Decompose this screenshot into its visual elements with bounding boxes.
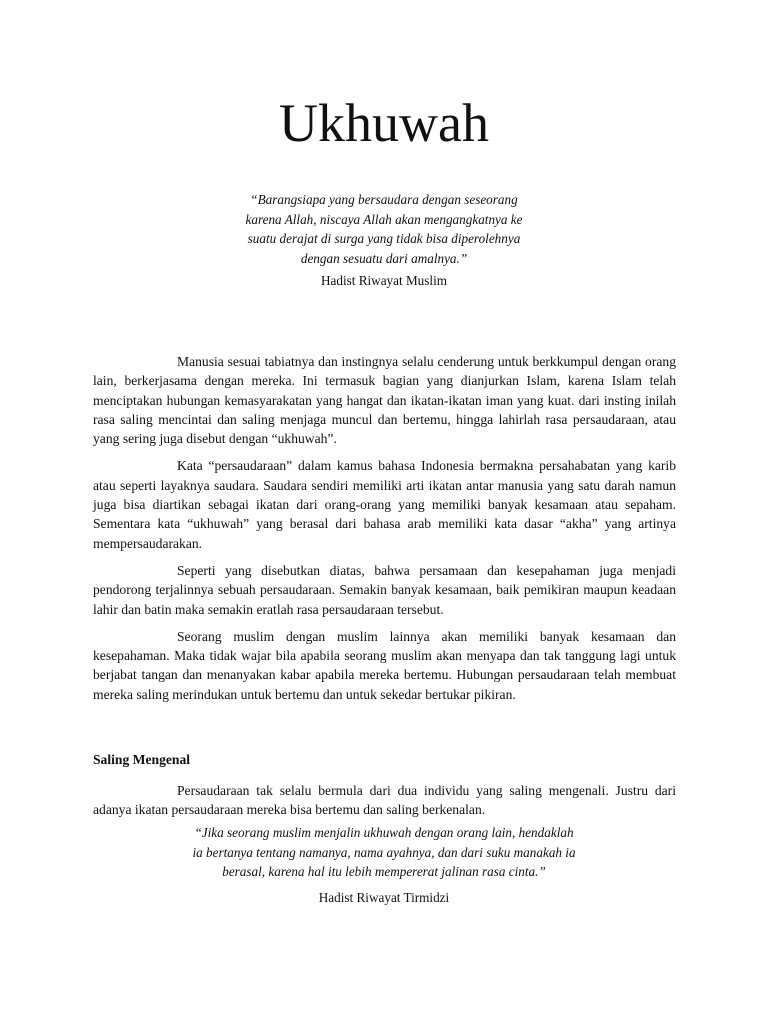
quote-source: Hadist Riwayat Muslim — [320, 273, 447, 288]
quote-line: berasal, karena hal itu lebih mempererat jalinan rasa cinta.” — [222, 864, 546, 879]
body-paragraph: Kata “persaudaraan” dalam kamus bahasa Indonesia bermakna persahabatan yang karib atau seperti layaknya saudara. Saudara sendiri memiliki arti ikatan antar manusia yang satu darah namun juga bisa diartikan sebagai ikatan dari orang-orang yang memiliki banyak kesamaan atau sepaham. Sementara kata “ukhuwah” yang berasal dari bahasa arab memiliki kata dasar “akha” yang artinya mempersaudarakan. — [93, 458, 676, 551]
quote-line: “Jika seorang muslim menjalin ukhuwah dengan orang lain, hendaklah — [194, 825, 574, 840]
section-heading: Saling Mengenal — [93, 752, 191, 767]
section-body — [93, 781, 676, 820]
body-paragraph: Seorang muslim dengan muslim lainnya akan memiliki banyak kesamaan dan kesepahaman. Maka tidak wajar bila apabila seorang muslim akan menyapa dan tak tanggung lagi untuk berjabat tangan dan menanyakan kabar apabila mereka bertemu. Hubungan persaudaraan telah membuat mereka saling merindukan untuk bertemu dan untuk sekedar bertukar pikiran. — [93, 628, 676, 702]
body-paragraph: Seperti yang disebutkan diatas, bahwa persamaan dan kesepahaman juga menjadi pendorong terjalinnya sebuah persaudaraan. Semakin banyak kesamaan, baik pemikiran maupun keadaan lahir dan batin maka semakin eratlah rasa persaudaraan tersebut. — [93, 562, 676, 617]
quote-source: Hadist Riwayat Tirmidzi — [318, 890, 450, 905]
quote-line: “Barangsiapa yang bersaudara dengan seseorang — [250, 192, 518, 207]
body-section — [93, 352, 676, 704]
document-title: Ukhuwah — [279, 93, 489, 153]
quote-line: dengan sesuatu dari amalnya.” — [300, 250, 468, 266]
quote-line: karena Allah, niscaya Allah akan mengangkatnya ke — [245, 211, 523, 227]
quote-line: suatu derajat di surga yang tidak bisa diperolehnya — [247, 231, 521, 246]
body-paragraph: Manusia sesuai tabiatnya dan instingnya selalu cenderung untuk berkkumpul dengan orang lain, berkerjasama dengan mereka. Ini termasuk bagian yang dianjurkan Islam, karena Islam telah menciptakan hubungan kemasyarakatan yang hangat dan ikatan-ikatan iman yang kuat. dari insting inilah rasa saling mencintai dan saling menjaga muncul dan bertemu, hingga lahirlah rasa persaudaraan, atau yang sering juga disebut dengan “ukhuwah”. — [93, 354, 676, 447]
body-paragraph: Persaudaraan tak selalu bermula dari dua individu yang saling mengenali. Justru dari adanya ikatan persaudaraan mereka bisa bertemu dan saling berkenalan. — [93, 783, 676, 818]
closing-quote — [0, 823, 768, 882]
opening-quote — [0, 190, 768, 268]
quote-line: ia bertanya tentang namanya, nama ayahnya, dan dari suku manakah ia — [192, 844, 576, 860]
